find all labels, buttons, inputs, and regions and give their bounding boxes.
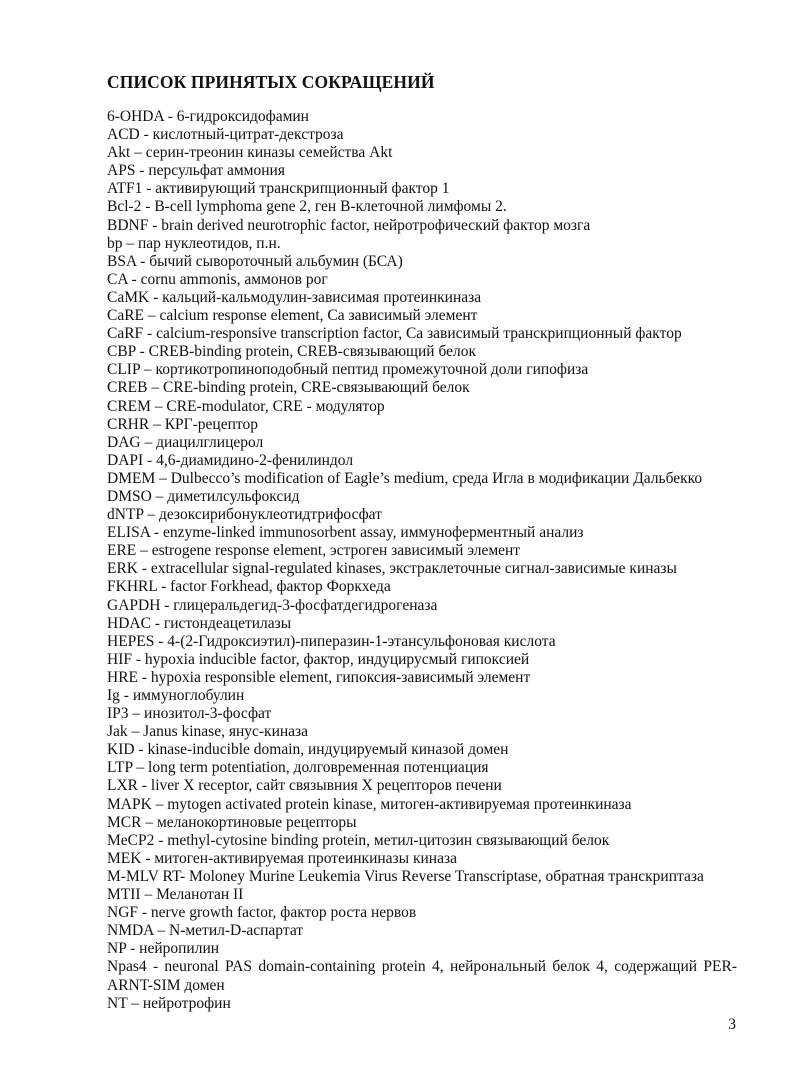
abbreviation-list bbox=[107, 108, 737, 1013]
page-title: СПИСОК ПРИНЯТЫХ СОКРАЩЕНИЙ bbox=[107, 72, 435, 92]
abbreviation-entry: NMDA – N-метил-D-аспартат bbox=[107, 922, 304, 940]
abbreviation-entry: Akt – серин-треонин киназы семейства Akt bbox=[107, 144, 393, 162]
abbreviation-entry: HRE - hypoxia responsible element, гипоксия-зависимый элемент bbox=[107, 668, 531, 686]
abbreviation-entry: MCR – меланокортиновые рецепторы bbox=[107, 813, 357, 831]
abbreviation-entry: IP3 – инозитол-3-фосфат bbox=[107, 705, 272, 723]
abbreviation-entry: HDAC - гистондеацетилазы bbox=[107, 614, 292, 632]
abbreviation-entry: Npas4 - neuronal PAS domain-containing protein 4, нейрональный белок 4, содержащий PER-ARNT-SIM домен bbox=[107, 958, 737, 994]
abbreviation-entry: NGF - nerve growth factor, фактор роста нервов bbox=[107, 904, 417, 922]
abbreviation-entry: Bcl-2 - B-cell lymphoma gene 2, ген В-клеточной лимфомы 2. bbox=[107, 198, 507, 216]
abbreviation-entry: bp – пар нуклеотидов, п.н. bbox=[107, 234, 281, 252]
abbreviation-entry: dNTP – дезоксирибонуклеотидтрифосфат bbox=[107, 506, 382, 524]
abbreviation-entry: ACD - кислотный-цитрат-декстроза bbox=[107, 126, 344, 144]
abbreviation-entry: CaRE – calcium response element, Ca зависимый элемент bbox=[107, 307, 478, 325]
abbreviation-entry: CREM – CRE-modulator, CRE - модулятор bbox=[107, 397, 385, 415]
abbreviation-entry: LTP – long term potentiation, долговременная потенциация bbox=[107, 759, 489, 777]
abbreviation-entry: DAPI - 4,6-диамидино-2-фенилиндол bbox=[107, 451, 354, 469]
abbreviation-entry: GAPDH - глицеральдегид-3-фосфатдегидрогеназа bbox=[107, 596, 438, 614]
abbreviation-entry: DMSO – диметилсульфоксид bbox=[107, 487, 300, 505]
abbreviation-entry: FKHRL - factor Forkhead, фактор Форкхеда bbox=[107, 578, 391, 596]
abbreviation-entry: BSA - бычий сывороточный альбумин (БСА) bbox=[107, 252, 403, 270]
abbreviation-entry: DAG – диацилглицерол bbox=[107, 433, 264, 451]
abbreviation-entry: ATF1 - активирующий транскрипционный фактор 1 bbox=[107, 180, 450, 198]
abbreviation-entry: CBP - CREB-binding protein, CREB-связывающий белок bbox=[107, 343, 477, 361]
page-number: 3 bbox=[728, 1016, 736, 1033]
abbreviation-entry: CLIP – кортикотропиноподобный пептид промежуточной доли гипофиза bbox=[107, 361, 589, 379]
abbreviation-entry: ERE – estrogene response element, эстроген зависимый элемент bbox=[107, 542, 521, 560]
abbreviation-entry: CREB – CRE-binding protein, CRE-связывающий белок bbox=[107, 379, 470, 397]
abbreviation-entry: LXR - liver X receptor, сайт связывния Х рецепторов печени bbox=[107, 777, 502, 795]
abbreviation-entry: MeCP2 - methyl-cytosine binding protein, метил-цитозин связывающий белок bbox=[107, 831, 610, 849]
abbreviation-entry: NT – нейротрофин bbox=[107, 994, 231, 1012]
abbreviation-entry: MTII – Меланотан II bbox=[107, 886, 244, 904]
abbreviation-entry: HEPES - 4-(2-Гидроксиэтил)-пиперазин-1-этансульфоновая кислота bbox=[107, 632, 556, 650]
abbreviation-entry: M-MLV RT- Moloney Murine Leukemia Virus Reverse Transcriptase, обратная транскриптаза bbox=[107, 867, 704, 885]
abbreviation-entry: NP - нейропилин bbox=[107, 940, 220, 958]
abbreviation-entry: CA - cornu ammonis, аммонов рог bbox=[107, 270, 328, 288]
abbreviation-entry: ERK - extracellular signal-regulated kinases, экстраклеточные сигнал-зависимые киназы bbox=[107, 560, 677, 578]
abbreviation-entry: HIF - hypoxia inducible factor, фактор, индуцирусмый гипоксией bbox=[107, 650, 530, 668]
abbreviation-entry: Jak – Janus kinase, янус-киназа bbox=[107, 723, 309, 741]
abbreviation-entry: CRHR – КРГ-рецептор bbox=[107, 415, 258, 433]
abbreviation-entry: MAPK – mytogen activated protein kinase, митоген-активируемая протеинкиназа bbox=[107, 795, 632, 813]
abbreviation-entry: APS - персульфат аммония bbox=[107, 162, 285, 180]
abbreviation-entry: Ig - иммуноглобулин bbox=[107, 687, 245, 704]
abbreviation-entry: 6-OHDA - 6-гидроксидофамин bbox=[107, 108, 309, 125]
abbreviation-entry: DMEM – Dulbecco’s modification of Eagle’s medium, среда Игла в модификации Дальбекко bbox=[107, 469, 703, 487]
abbreviation-entry: MEK - митоген-активируемая протеинкиназы киназа bbox=[107, 849, 457, 867]
abbreviation-entry: ELISA - enzyme-linked immunosorbent assay, иммуноферментный анализ bbox=[107, 524, 584, 542]
abbreviation-entry: CaRF - calcium-responsive transcription factor, Ca зависимый транскрипционный фактор bbox=[107, 325, 682, 343]
abbreviation-entry: CaMK - кальций-кальмодулин-зависимая протеинкиназа bbox=[107, 288, 482, 306]
abbreviation-entry: BDNF - brain derived neurotrophic factor, нейротрофический фактор мозга bbox=[107, 216, 591, 234]
abbreviation-entry: KID - kinase-inducible domain, индуцируемый киназой домен bbox=[107, 741, 509, 759]
